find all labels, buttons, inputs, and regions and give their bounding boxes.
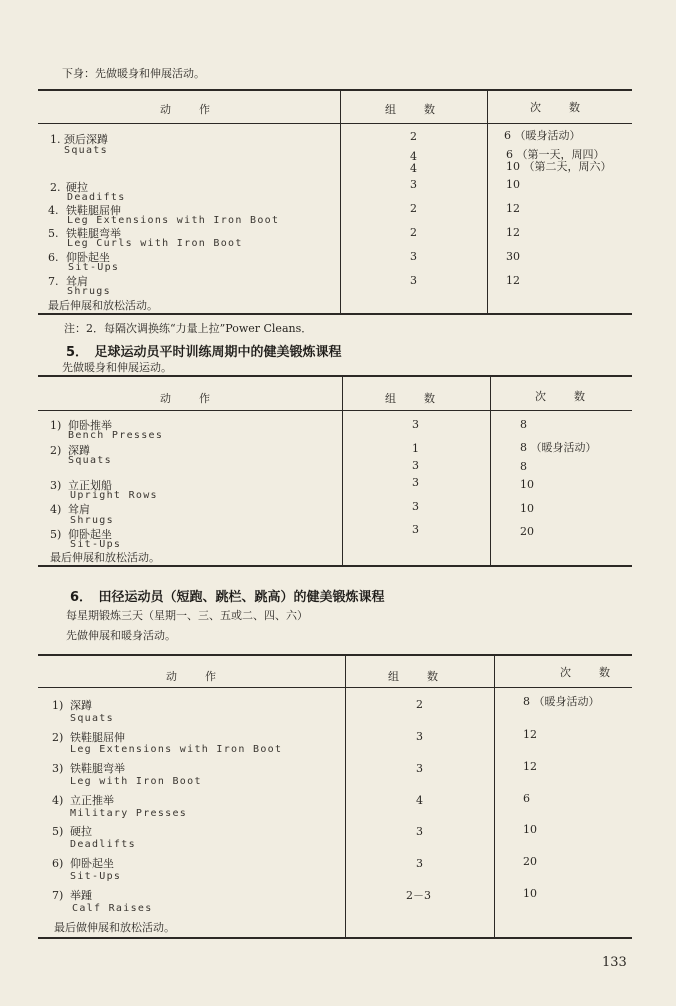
reps-value: 8	[520, 460, 527, 473]
reps-value: 12	[506, 274, 520, 287]
section5-intro: 先做暖身和伸展运动。	[62, 361, 172, 374]
table-row-number: 2)	[50, 444, 62, 457]
exercise-name-en: Squats	[70, 713, 114, 724]
reps-value: 6	[523, 792, 530, 805]
exercise-name-zh: 深蹲	[68, 444, 90, 457]
exercise-name-zh: 耸肩	[68, 503, 90, 516]
table-row-number: 5.	[48, 227, 59, 240]
table1-divider-2	[487, 90, 488, 314]
table1-top-rule	[38, 89, 632, 91]
table-row-number: 3)	[50, 479, 62, 492]
exercise-name-en: Leg Curls with Iron Boot	[67, 238, 243, 249]
exercise-name-en: Squats	[68, 455, 112, 466]
reps-value: 8 （暖身活动）	[523, 695, 600, 708]
exercise-name-en: Deadifts	[67, 192, 126, 203]
table2-header-action: 动 作	[160, 392, 212, 405]
table2-footer-note: 最后伸展和放松活动。	[50, 551, 160, 564]
reps-value: 12	[523, 760, 537, 773]
exercise-name-en: Sit-Ups	[68, 262, 120, 273]
reps-value: 12	[506, 226, 520, 239]
exercise-name-zh: 仰卧起坐	[70, 857, 114, 870]
exercise-name-zh: 颈后深蹲	[64, 133, 108, 146]
exercise-name-zh: 仰卧推举	[68, 419, 112, 432]
sets-value: 3	[416, 857, 423, 870]
exercise-name-en: Leg with Iron Boot	[70, 776, 202, 787]
exercise-name-en: Shrugs	[70, 515, 114, 526]
table-row-number: 1.	[50, 133, 61, 146]
reps-value: 10	[520, 502, 534, 515]
section4-intro: 下身：先做暖身和伸展活动。	[62, 67, 205, 80]
sets-value: 3	[410, 250, 417, 263]
exercise-name-zh: 铁鞋腿弯举	[66, 227, 121, 240]
reps-value: 10	[520, 478, 534, 491]
table-row-number: 2)	[52, 731, 64, 744]
table3-divider-1	[345, 655, 346, 938]
table3-top-rule	[38, 654, 632, 656]
table1-footer-note: 最后伸展和放松活动。	[48, 299, 158, 312]
section6-intro: 先做伸展和暖身活动。	[66, 629, 176, 642]
exercise-name-zh: 举踵	[70, 889, 92, 902]
reps-value: 12	[523, 728, 537, 741]
sets-value: 3	[412, 476, 419, 489]
table1-header-sets: 组 数	[385, 103, 437, 116]
table2-top-rule	[38, 375, 632, 377]
sets-value: 3	[412, 523, 419, 536]
reps-value: 10 （第二天，周六）	[506, 160, 612, 173]
table3-header-sets: 组 数	[388, 670, 440, 683]
exercise-name-en: Squats	[64, 145, 108, 156]
exercise-name-en: Calf Raises	[72, 903, 153, 914]
table1-header-action: 动 作	[160, 103, 212, 116]
sets-value: 1	[412, 442, 419, 455]
sets-value: 3	[410, 274, 417, 287]
sets-value: 3	[410, 178, 417, 191]
table-row-number: 7)	[52, 889, 64, 902]
table-row-number: 4)	[50, 503, 62, 516]
table2-divider-1	[342, 376, 343, 566]
table3-header-action: 动 作	[166, 670, 218, 683]
exercise-name-zh: 铁鞋腿屈伸	[70, 731, 125, 744]
section6-title: 6． 田径运动员（短跑、跳栏、跳高）的健美锻炼课程	[70, 590, 385, 605]
sets-value: 3	[416, 730, 423, 743]
table2-header-rule	[38, 410, 632, 411]
exercise-name-en: Leg Extensions with Iron Boot	[70, 744, 283, 755]
table2-header-sets: 组 数	[385, 392, 437, 405]
table-row-number: 4)	[52, 794, 64, 807]
table-row-number: 3)	[52, 762, 64, 775]
exercise-name-zh: 仰卧起坐	[68, 528, 112, 541]
exercise-name-zh: 立正划船	[68, 479, 112, 492]
sets-value: 2	[410, 130, 417, 143]
sets-value: 3	[416, 762, 423, 775]
table3-header-reps: 次 数	[560, 666, 612, 679]
table-row-number: 5)	[52, 825, 64, 838]
reps-value: 6 （暖身活动）	[504, 129, 581, 142]
sets-value: 3	[412, 418, 419, 431]
table3-bottom-rule	[38, 937, 632, 939]
sets-value: 2	[410, 202, 417, 215]
sets-value: 4	[416, 794, 423, 807]
table2-header-reps: 次 数	[535, 390, 587, 403]
reps-value: 10	[523, 887, 537, 900]
sets-value: 2	[416, 698, 423, 711]
exercise-name-zh: 耸肩	[66, 275, 88, 288]
reps-value: 6 （第一天，周四）	[506, 148, 605, 161]
sets-value: 2－3	[406, 889, 431, 902]
table-row-number: 1)	[52, 699, 64, 712]
reps-value: 30	[506, 250, 520, 263]
exercise-name-en: Shrugs	[67, 286, 111, 297]
table-row-number: 6)	[52, 857, 64, 870]
sets-value: 3	[412, 459, 419, 472]
exercise-name-zh: 铁鞋腿屈伸	[66, 204, 121, 217]
table2-divider-2	[490, 376, 491, 566]
exercise-name-zh: 仰卧起坐	[66, 251, 110, 264]
reps-value: 10	[523, 823, 537, 836]
table-row-number: 6.	[48, 251, 59, 264]
table-row-number: 1)	[50, 419, 62, 432]
reps-value: 8	[520, 418, 527, 431]
reps-value: 8 （暖身活动）	[520, 441, 597, 454]
section6-schedule: 每星期锻炼三天（星期一、三、五或二、四、六）	[66, 609, 308, 622]
section5-title: 5． 足球运动员平时训练周期中的健美锻炼课程	[66, 345, 342, 360]
exercise-name-en: Upright Rows	[70, 490, 158, 501]
exercise-name-en: Sit-Ups	[70, 871, 122, 882]
table3-divider-2	[494, 655, 495, 938]
exercise-name-en: Bench Presses	[68, 430, 164, 441]
exercise-name-en: Leg Extensions with Iron Boot	[67, 215, 280, 226]
table1-header-rule	[38, 123, 632, 124]
reps-value: 12	[506, 202, 520, 215]
table-row-number: 5)	[50, 528, 62, 541]
page-number: 133	[602, 955, 627, 970]
exercise-name-en: Sit-Ups	[70, 539, 122, 550]
table-row-number: 4.	[48, 204, 59, 217]
table3-header-rule	[38, 687, 632, 688]
section4-footnote: 注：2．每隔次调换练“力量上拉”Power Cleans．	[64, 322, 313, 335]
sets-value: 4	[410, 162, 417, 175]
sets-value: 3	[416, 825, 423, 838]
table1-header-reps: 次 数	[530, 101, 582, 114]
table3-footer-note: 最后做伸展和放松活动。	[54, 921, 175, 934]
reps-value: 20	[523, 855, 537, 868]
table2-bottom-rule	[38, 565, 632, 567]
sets-value: 4	[410, 150, 417, 163]
table-row-number: 7.	[48, 275, 59, 288]
sets-value: 3	[412, 500, 419, 513]
exercise-name-zh: 硬拉	[70, 825, 92, 838]
exercise-name-en: Deadlifts	[70, 839, 136, 850]
table-row-number: 2.	[50, 181, 61, 194]
exercise-name-zh: 铁鞋腿弯举	[70, 762, 125, 775]
exercise-name-zh: 立正推举	[70, 794, 114, 807]
exercise-name-zh: 深蹲	[70, 699, 92, 712]
sets-value: 2	[410, 226, 417, 239]
exercise-name-en: Military Presses	[70, 808, 188, 819]
table1-bottom-rule	[38, 313, 632, 315]
table1-divider-1	[340, 90, 341, 314]
reps-value: 10	[506, 178, 520, 191]
exercise-name-zh: 硬拉	[66, 181, 88, 194]
reps-value: 20	[520, 525, 534, 538]
